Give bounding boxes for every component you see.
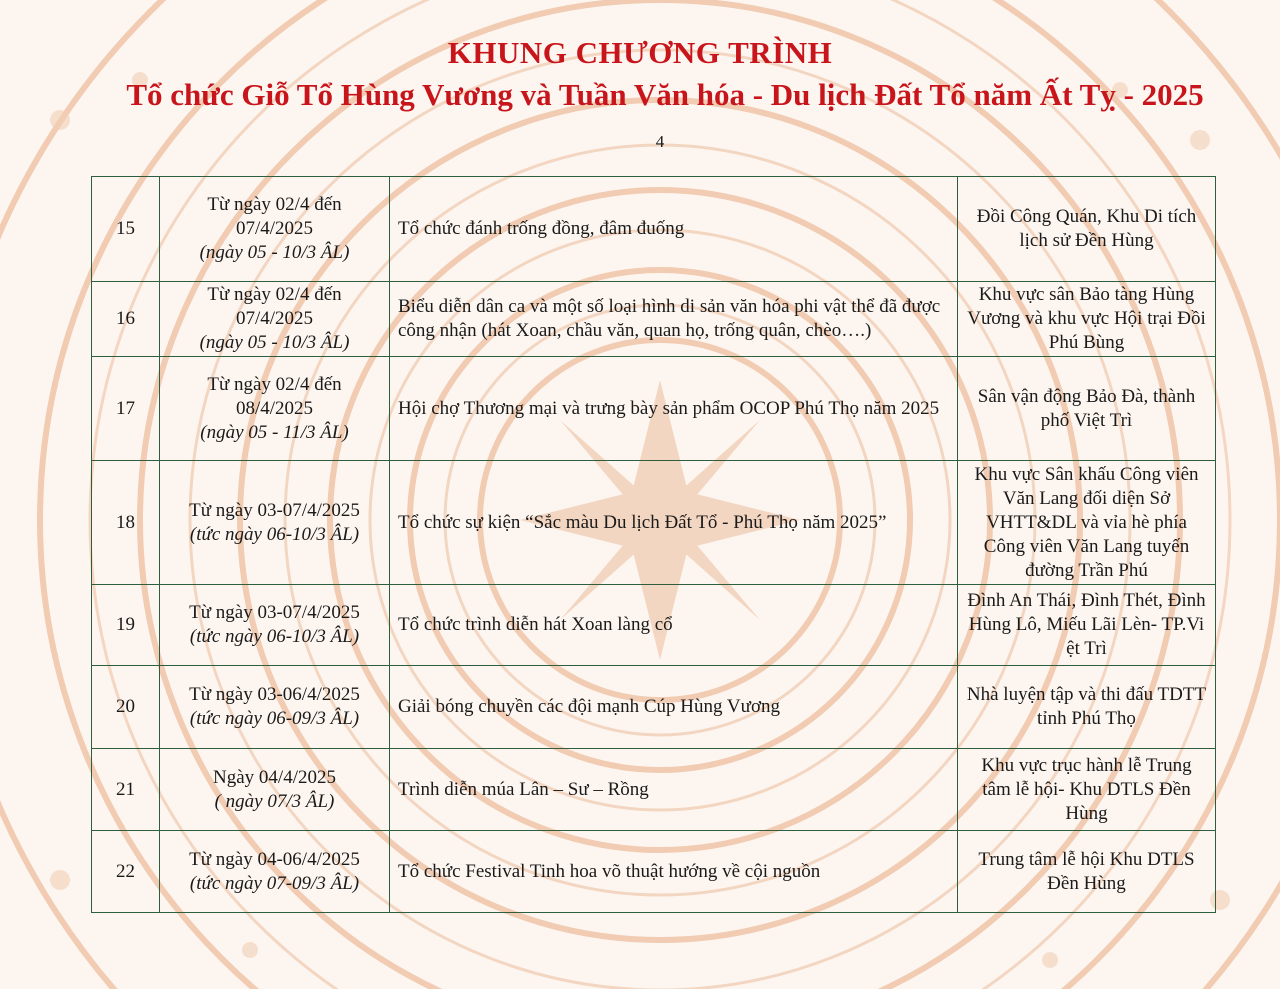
location-cell: Khu vực Sân khấu Công viên Văn Lang đối diện Sở VHTT&DL và vỉa hè phía Công viên Văn Lang tuyến đường Trần Phú	[958, 461, 1216, 585]
location-cell: Khu vực trục hành lễ Trung tâm lễ hội- Khu DTLS Đền Hùng	[958, 749, 1216, 831]
date-text: Từ ngày 03-07/4/2025	[189, 499, 360, 521]
date-text: Ngày 04/4/2025	[213, 766, 336, 788]
date-cell	[160, 357, 390, 461]
table-row	[92, 585, 1216, 666]
date-cell	[160, 585, 390, 666]
table-row	[92, 461, 1216, 585]
activity-cell: Giải bóng chuyền các đội mạnh Cúp Hùng Vương	[390, 666, 958, 749]
lunar-date-note: (ngày 05 - 11/3 ÂL)	[200, 421, 349, 443]
table-row	[92, 749, 1216, 831]
table-row	[92, 177, 1216, 282]
date-cell	[160, 749, 390, 831]
lunar-date-note: (ngày 05 - 10/3 ÂL)	[199, 332, 350, 353]
row-number: 15	[92, 177, 160, 282]
table-row	[92, 666, 1216, 749]
table-row	[92, 831, 1216, 913]
row-number: 17	[92, 357, 160, 461]
date-text: Từ ngày 02/4 đến 07/4/2025	[207, 284, 342, 329]
date-text: Từ ngày 03-07/4/2025	[189, 602, 360, 623]
row-number: 21	[92, 749, 160, 831]
activity-cell: Tổ chức sự kiện “Sắc màu Du lịch Đất Tổ - Phú Thọ năm 2025”	[390, 461, 958, 585]
row-number: 19	[92, 585, 160, 666]
row-number: 20	[92, 666, 160, 749]
date-cell	[160, 177, 390, 282]
activity-cell: Biểu diễn dân ca và một số loại hình di sản văn hóa phi vật thể đã được công nhận (hát Xoan, chầu văn, quan họ, trống quân, chèo….)	[390, 282, 958, 357]
activity-cell: Tổ chức trình diễn hát Xoan làng cổ	[390, 585, 958, 666]
date-cell	[160, 831, 390, 913]
lunar-date-note: (tức ngày 06-10/3 ÂL)	[189, 626, 360, 647]
activity-cell: Trình diễn múa Lân – Sư – Rồng	[390, 749, 958, 831]
location-cell: Sân vận động Bảo Đà, thành phố Việt Trì	[958, 357, 1216, 461]
row-number: 16	[92, 282, 160, 357]
page-number: 4	[655, 132, 665, 151]
table-row	[92, 282, 1216, 357]
row-number: 22	[92, 831, 160, 913]
location-cell: Nhà luyện tập và thi đấu TDTT tỉnh Phú Thọ	[958, 666, 1216, 749]
activity-cell: Tổ chức Festival Tinh hoa võ thuật hướng về cội nguồn	[390, 831, 958, 913]
location-cell: Trung tâm lễ hội Khu DTLS Đền Hùng	[958, 831, 1216, 913]
document-subtitle: Tổ chức Giỗ Tổ Hùng Vương và Tuần Văn hóa - Du lịch Đất Tổ năm Ất Tỵ - 2025	[126, 77, 1204, 112]
date-cell	[160, 666, 390, 749]
lunar-date-note: (tức ngày 07-09/3 ÂL)	[189, 872, 360, 894]
date-text: Từ ngày 02/4 đến 08/4/2025	[207, 373, 342, 419]
date-text: Từ ngày 04-06/4/2025	[189, 848, 360, 870]
lunar-date-note: (ngày 05 - 10/3 ÂL)	[199, 242, 350, 263]
location-cell: Đình An Thái, Đình Thét, Đình Hùng Lô, Miếu Lãi Lèn- TP.Vi ệt Trì	[958, 585, 1216, 666]
lunar-date-note: ( ngày 07/3 ÂL)	[214, 790, 335, 812]
activity-cell: Tổ chức đánh trống đồng, đâm đuống	[390, 177, 958, 282]
table-row	[92, 357, 1216, 461]
lunar-date-note: (tức ngày 06-10/3 ÂL)	[189, 523, 360, 545]
date-cell	[160, 282, 390, 357]
location-cell: Khu vực sân Bảo tàng Hùng Vương và khu vực Hội trại Đồi Phú Bùng	[958, 282, 1216, 357]
lunar-date-note: (tức ngày 06-09/3 ÂL)	[189, 708, 360, 729]
activity-cell: Hội chợ Thương mại và trưng bày sản phẩm OCOP Phú Thọ năm 2025	[390, 357, 958, 461]
schedule-table	[91, 176, 1216, 913]
document-title: KHUNG CHƯƠNG TRÌNH	[447, 35, 833, 70]
date-cell	[160, 461, 390, 585]
location-cell: Đồi Công Quán, Khu Di tích lịch sử Đền Hùng	[958, 177, 1216, 282]
date-text: Từ ngày 03-06/4/2025	[189, 684, 360, 705]
date-text: Từ ngày 02/4 đến 07/4/2025	[207, 194, 342, 239]
row-number: 18	[92, 461, 160, 585]
